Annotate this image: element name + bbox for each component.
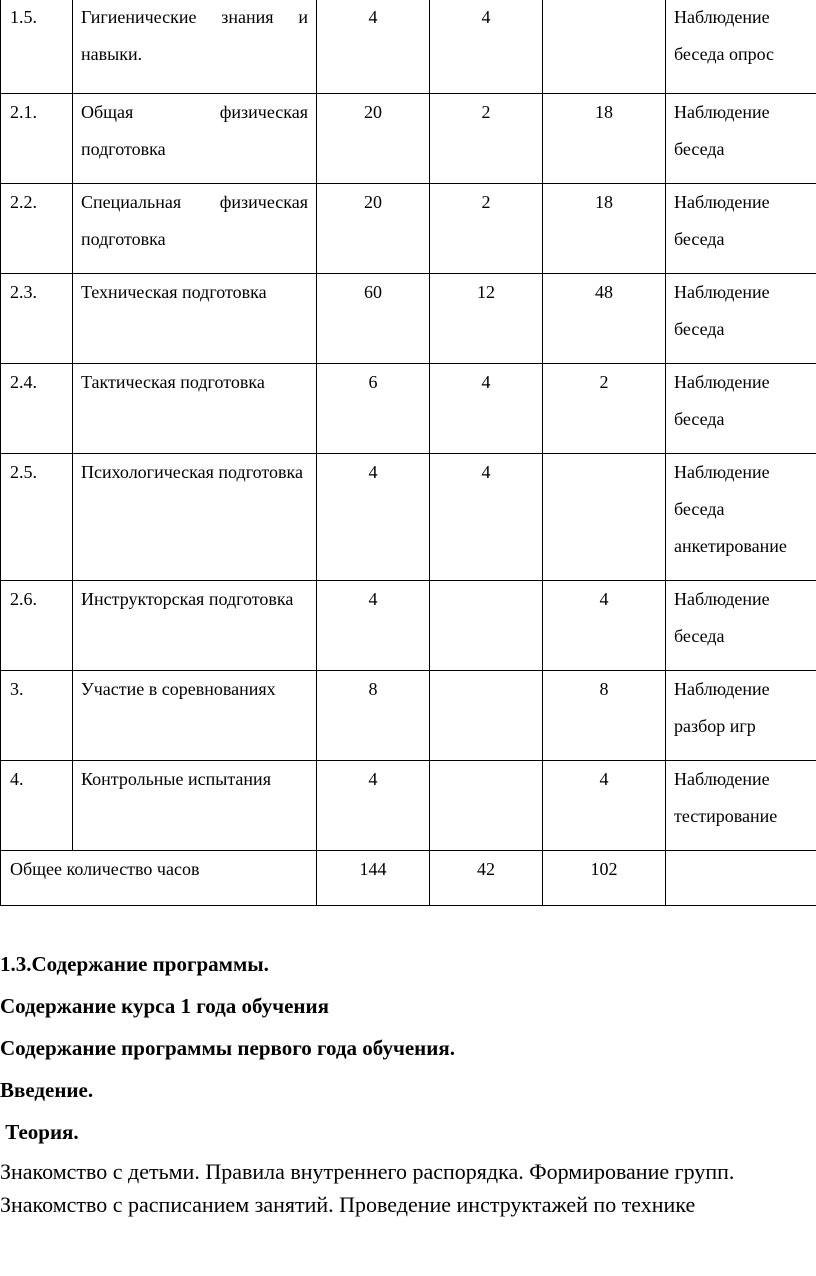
table-row xyxy=(1,454,816,581)
row-total-hours: 60 xyxy=(317,274,430,364)
row-topic: Гигиенические знания и навыки. xyxy=(73,0,317,94)
table-row xyxy=(1,0,816,94)
row-total-hours: 20 xyxy=(317,94,430,184)
row-topic: Участие в соревнованиях xyxy=(73,671,317,761)
intro-heading: Введение. xyxy=(0,1078,94,1102)
table-row xyxy=(1,581,816,671)
row-theory-hours: 4 xyxy=(430,454,543,581)
row-number: 3. xyxy=(1,671,73,761)
row-topic: Инструкторская подготовка xyxy=(73,581,317,671)
row-theory-hours: 2 xyxy=(430,184,543,274)
table-row xyxy=(1,364,816,454)
row-theory-hours: 2 xyxy=(430,94,543,184)
row-total-hours: 6 xyxy=(317,364,430,454)
row-practice-hours: 8 xyxy=(543,671,666,761)
row-number: 1.5. xyxy=(1,0,73,94)
total-theory-hours: 42 xyxy=(430,851,543,906)
row-control-form: Наблюдение беседа xyxy=(666,274,816,364)
row-total-hours: 8 xyxy=(317,671,430,761)
row-practice-hours xyxy=(543,454,666,581)
table-row xyxy=(1,184,816,274)
total-label: Общее количество часов xyxy=(1,851,317,906)
row-total-hours: 4 xyxy=(317,454,430,581)
row-practice-hours: 2 xyxy=(543,364,666,454)
row-control-form: Наблюдение беседа опрос xyxy=(666,0,816,94)
row-theory-hours: 4 xyxy=(430,364,543,454)
row-theory-hours xyxy=(430,761,543,851)
total-hours: 144 xyxy=(317,851,430,906)
row-number: 2.4. xyxy=(1,364,73,454)
row-topic: Контрольные испытания xyxy=(73,761,317,851)
row-number: 2.1. xyxy=(1,94,73,184)
row-practice-hours xyxy=(543,0,666,94)
total-row xyxy=(1,851,816,906)
section-heading: 1.3.Содержание программы. xyxy=(0,952,269,976)
course-heading: Содержание курса 1 года обучения xyxy=(0,994,329,1018)
row-total-hours: 4 xyxy=(317,0,430,94)
row-theory-hours: 12 xyxy=(430,274,543,364)
row-practice-hours: 4 xyxy=(543,581,666,671)
row-topic: Тактическая подготовка xyxy=(73,364,317,454)
table-row xyxy=(1,94,816,184)
total-control xyxy=(666,851,816,906)
row-number: 2.5. xyxy=(1,454,73,581)
table-row xyxy=(1,274,816,364)
row-number: 2.6. xyxy=(1,581,73,671)
row-control-form: Наблюдение беседа xyxy=(666,184,816,274)
row-number: 4. xyxy=(1,761,73,851)
row-topic: Общая физическая подготовка xyxy=(73,94,317,184)
row-total-hours: 20 xyxy=(317,184,430,274)
row-control-form: Наблюдение тестирование xyxy=(666,761,816,851)
table-row xyxy=(1,671,816,761)
row-topic: Психологическая подготовка xyxy=(73,454,317,581)
row-theory-hours: 4 xyxy=(430,0,543,94)
row-theory-hours xyxy=(430,671,543,761)
table-row xyxy=(1,761,816,851)
row-practice-hours: 18 xyxy=(543,184,666,274)
row-practice-hours: 18 xyxy=(543,94,666,184)
row-practice-hours: 48 xyxy=(543,274,666,364)
row-number: 2.2. xyxy=(1,184,73,274)
row-topic: Специальная физическая подготовка xyxy=(73,184,317,274)
row-control-form: Наблюдение беседа xyxy=(666,364,816,454)
row-control-form: Наблюдение разбор игр xyxy=(666,671,816,761)
row-control-form: Наблюдение беседа xyxy=(666,94,816,184)
row-theory-hours xyxy=(430,581,543,671)
row-control-form: Наблюдение беседа анкетирование xyxy=(666,454,816,581)
row-number: 2.3. xyxy=(1,274,73,364)
row-topic: Техническая подготовка xyxy=(73,274,317,364)
row-total-hours: 4 xyxy=(317,581,430,671)
theory-heading: Теория. xyxy=(0,1120,79,1144)
program-heading: Содержание программы первого года обучения. xyxy=(0,1036,455,1060)
row-control-form: Наблюдение беседа xyxy=(666,581,816,671)
body-paragraph: Знакомство с детьми. Правила внутреннего распорядка. Формирование групп. Знакомство с расписанием занятий. Проведение инструктажей по технике xyxy=(0,1159,735,1217)
total-practice-hours: 102 xyxy=(543,851,666,906)
row-total-hours: 4 xyxy=(317,761,430,851)
row-practice-hours: 4 xyxy=(543,761,666,851)
